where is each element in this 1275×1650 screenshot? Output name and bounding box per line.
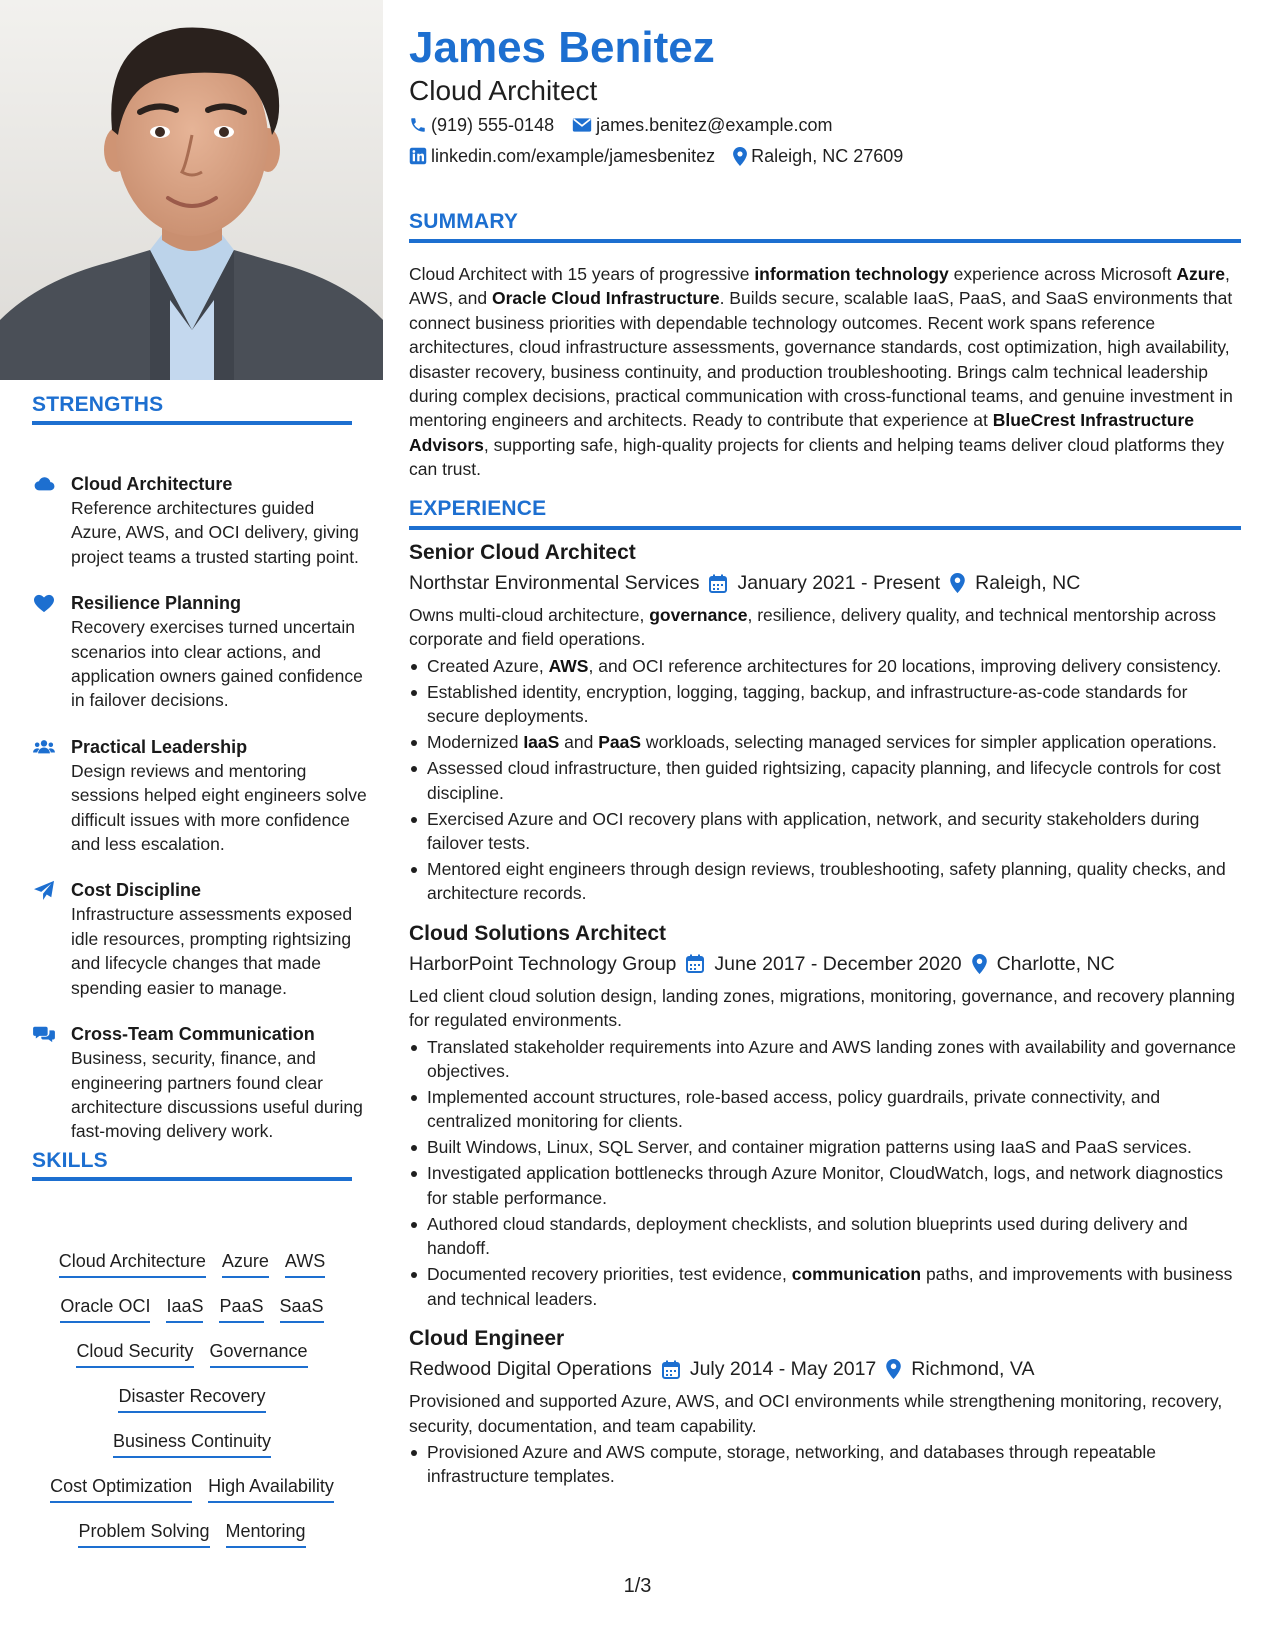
skill-row (32, 1340, 352, 1385)
job-description: Provisioned and supported Azure, AWS, and OCI environments while strengthening monitoring, recovery, security, documentation, and team capability. (409, 1391, 1223, 1436)
strength-title: Practical Leadership (71, 736, 248, 757)
job-meta (409, 950, 1241, 978)
strengths-list (32, 472, 367, 1166)
phone-icon (409, 116, 427, 134)
strength-desc: Design reviews and mentoring sessions helped eight engineers solve difficult issues with more confidence and less escalation. (71, 760, 367, 855)
job-title: Senior Cloud Architect (409, 541, 636, 564)
job-meta (409, 1355, 1241, 1383)
heart-icon (32, 593, 56, 613)
job-bullets (409, 654, 1241, 906)
skill-tag: Cost Optimization (50, 1475, 192, 1503)
map-pin-icon (950, 573, 965, 593)
skill-tag: Governance (210, 1340, 308, 1368)
profile-photo (0, 0, 383, 380)
job-bullets (409, 1440, 1241, 1489)
skill-row (32, 1295, 352, 1340)
job-entry (409, 539, 1241, 906)
strength-title: Cloud Architecture (71, 474, 233, 494)
skill-tag: High Availability (208, 1475, 334, 1503)
skill-tag: Mentoring (226, 1520, 306, 1548)
list-item: Authored cloud standards, deployment checklists, and solution blueprints used during delivery and handoff. (409, 1212, 1241, 1261)
summary-heading: SUMMARY (409, 210, 1241, 243)
list-item: Translated stakeholder requirements into Azure and AWS landing zones with availability and governance objectives. (409, 1035, 1241, 1084)
paper-plane-icon (32, 880, 56, 900)
skill-tag: Oracle OCI (60, 1295, 150, 1323)
list-item: Exercised Azure and OCI recovery plans with application, network, and security stakeholders during failover tests. (409, 807, 1241, 856)
job-location: Richmond, VA (911, 1358, 1035, 1381)
job-dates: June 2017 - December 2020 (714, 952, 962, 975)
skill-tag: Cloud Architecture (59, 1250, 206, 1278)
list-item: Assessed cloud infrastructure, then guided rightsizing, capacity planning, and lifecycle controls for cost discipline. (409, 756, 1241, 805)
job-entry (409, 920, 1241, 1311)
strength-title: Cost Discipline (71, 880, 202, 901)
page-number: 1/3 (623, 1575, 652, 1597)
strength-desc: Recovery exercises turned uncertain scenarios into clear actions, and application owners gained confidence in failover decisions. (71, 617, 363, 711)
strength-desc: Reference architectures guided Azure, AWS, and OCI delivery, giving project teams a trusted starting point. (71, 498, 359, 567)
map-pin-icon (886, 1359, 901, 1379)
phone-contact[interactable] (409, 114, 554, 136)
phone-text: (919) 555-0148 (431, 115, 555, 135)
job-meta (409, 569, 1241, 597)
list-item: Built Windows, Linux, SQL Server, and container migration patterns using IaaS and PaaS services. (409, 1135, 1241, 1159)
linkedin-text: linkedin.com/example/jamesbenitez (431, 146, 716, 166)
skills-list (32, 1250, 352, 1565)
job-description: Owns multi-cloud architecture, governance, resilience, delivery quality, and technical mentorship across corporate and field operations. (409, 605, 1216, 650)
job-location: Charlotte, NC (996, 952, 1115, 975)
list-item: Documented recovery priorities, test evidence, communication paths, and improvements with business and technical leaders. (409, 1262, 1241, 1311)
job-dates: January 2021 - Present (737, 572, 941, 594)
email-contact[interactable] (572, 114, 832, 136)
job-location: Raleigh, NC (975, 572, 1081, 594)
comments-icon (32, 1024, 56, 1044)
strengths-heading: STRENGTHS (32, 393, 352, 425)
contact-row-2 (409, 145, 903, 167)
strength-desc: Business, security, finance, and engineering partners found clear architecture discussions useful during fast-moving delivery work. (71, 1048, 363, 1142)
users-icon (32, 737, 56, 757)
job-company: Northstar Environmental Services (409, 572, 700, 594)
experience-heading: EXPERIENCE (409, 497, 1241, 530)
skill-tag: PaaS (219, 1295, 263, 1323)
calendar-icon (686, 954, 704, 973)
strength-item (32, 1022, 367, 1144)
skill-row (32, 1430, 352, 1475)
calendar-icon (662, 1360, 680, 1379)
map-pin-icon (972, 954, 987, 974)
cloud-icon (32, 474, 56, 494)
strength-title: Resilience Planning (71, 593, 242, 614)
list-item: Created Azure, AWS, and OCI reference architectures for 20 locations, improving delivery consistency. (409, 654, 1241, 678)
list-item: Investigated application bottlenecks through Azure Monitor, CloudWatch, logs, and network diagnostics for stable performance. (409, 1161, 1241, 1210)
skill-tag: Cloud Security (76, 1340, 193, 1368)
skill-tag: Disaster Recovery (118, 1385, 265, 1413)
job-dates: July 2014 - May 2017 (689, 1358, 877, 1381)
candidate-title: Cloud Architect (409, 75, 598, 106)
strength-item (32, 591, 367, 713)
list-item: Established identity, encryption, logging, tagging, backup, and infrastructure-as-code standards for secure deployments. (409, 680, 1241, 729)
list-item: Mentored eight engineers through design reviews, troubleshooting, safety planning, quality checks, and architecture records. (409, 857, 1241, 906)
skill-tag: Problem Solving (78, 1520, 209, 1548)
list-item: Provisioned Azure and AWS compute, storage, networking, and databases through repeatable infrastructure templates. (409, 1440, 1241, 1489)
linkedin-contact[interactable] (409, 145, 715, 167)
job-company: HarborPoint Technology Group (409, 952, 677, 975)
job-title: Cloud Solutions Architect (409, 921, 667, 945)
skill-row (32, 1385, 352, 1430)
job-bullets (409, 1035, 1241, 1311)
job-title: Cloud Engineer (409, 1327, 565, 1351)
strength-item (32, 878, 367, 1000)
contact-row-1 (409, 114, 832, 136)
summary-text: Cloud Architect with 15 years of progressive information technology experience across Microsoft Azure, AWS, and Oracle Cloud Infrastructure. Builds secure, scalable IaaS, PaaS, and SaaS environments that connect business priorities with dependable technology outcomes. Recent work spans reference architectures, cloud infrastructure assessments, governance standards, cost optimization, high availability, disaster recovery, business continuity, and production troubleshooting. Brings calm technical leadership during complex decisions, practical communication with cross-functional teams, and genuine investment in mentoring engineers and architects. Ready to contribute that experience at BlueCrest Infrastructure Advisors, supporting safe, high-quality projects for clients and helping teams deliver cloud platforms they can trust. (409, 264, 1233, 480)
skill-tag: AWS (285, 1250, 325, 1278)
job-company: Redwood Digital Operations (409, 1358, 652, 1381)
skill-row (32, 1520, 352, 1565)
email-text: james.benitez@example.com (596, 115, 833, 135)
sidebar (0, 0, 383, 1650)
skill-tag: Business Continuity (113, 1430, 271, 1458)
strength-item (32, 472, 367, 569)
job-entry (409, 1325, 1241, 1489)
strength-item (32, 735, 367, 857)
experience-list (409, 539, 1241, 1503)
linkedin-icon (409, 147, 427, 165)
strength-title: Cross-Team Communication (71, 1024, 315, 1045)
skills-heading: SKILLS (32, 1149, 352, 1181)
location-text: Raleigh, NC 27609 (751, 146, 904, 166)
list-item: Implemented account structures, role-based access, policy guardrails, private connectivity, and centralized monitoring for clients. (409, 1085, 1241, 1134)
skill-tag: Azure (222, 1250, 269, 1278)
skill-tag: SaaS (280, 1295, 324, 1323)
calendar-icon (709, 574, 727, 593)
skill-row (32, 1475, 352, 1520)
envelope-icon (572, 117, 592, 133)
job-description: Led client cloud solution design, landing zones, migrations, monitoring, governance, and recovery planning for regulated environments. (409, 985, 1235, 1031)
skill-row (32, 1250, 352, 1295)
strength-desc: Infrastructure assessments exposed idle resources, prompting rightsizing and lifecycle changes that made spending easier to manage. (71, 904, 353, 998)
location-contact (733, 145, 903, 167)
candidate-name: James Benitez (409, 23, 715, 72)
map-pin-icon (733, 147, 747, 166)
skill-tag: IaaS (166, 1295, 203, 1323)
list-item: Modernized IaaS and PaaS workloads, selecting managed services for simpler application operations. (409, 730, 1241, 754)
